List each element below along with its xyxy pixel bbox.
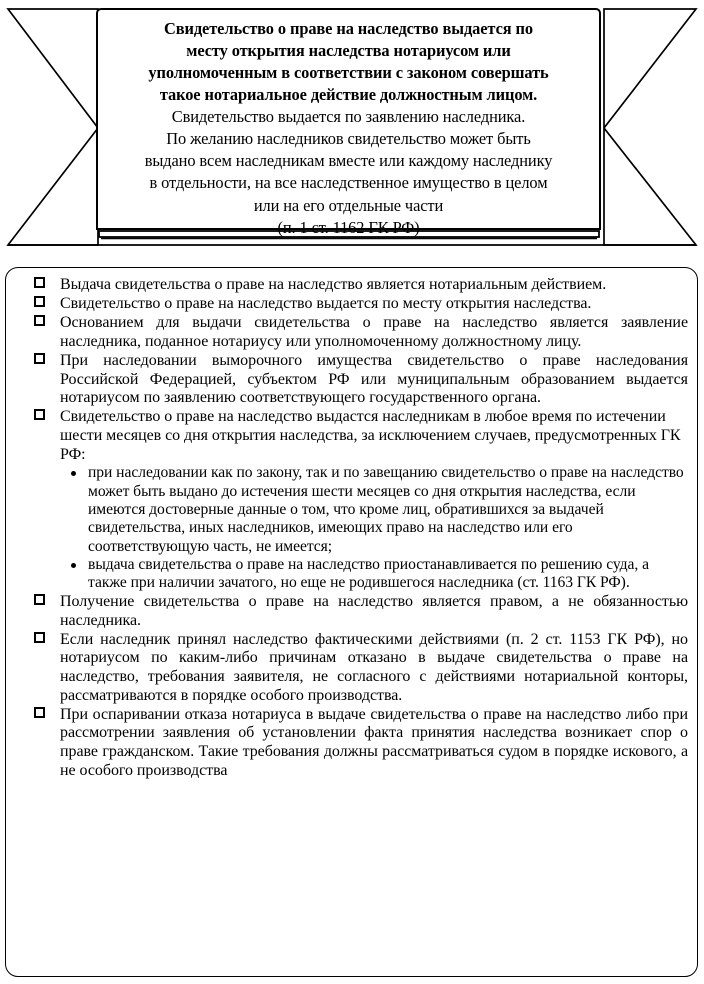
list-item [15, 295, 688, 314]
checkbox-square-icon [34, 594, 45, 605]
list-item [15, 408, 688, 592]
list-item-text: Если наследник принял наследство фактическими действиями (п. 2 ст. 1153 ГК РФ), но нотариусом по каким-либо причинам отказано в выдаче свидетельства о праве на наследство, требования заявителя, не согласного с действиями нотариальной конторы, рассматриваются в порядке особого производства. [60, 630, 688, 704]
list-item-text: При оспаривании отказа нотариуса в выдаче свидетельства о праве на наследство либо при рассмотрении заявления об установлении факта принятия наследства возникает спор о праве гражданском. Такие требования должны рассматриваться судом в порядке искового, а не особого производства [60, 705, 688, 779]
banner-region [0, 0, 704, 258]
list-item-text: Выдача свидетельства о праве на наследство является нотариальным действием. [60, 276, 607, 293]
ribbon-tail-right [604, 9, 696, 245]
banner-line-8: в отдельности, на все наследственное имущество в целом [149, 173, 548, 193]
banner-bold-line-3: уполномоченным в соответствии с законом совершать [148, 63, 549, 83]
checkbox-square-icon [34, 409, 45, 420]
checkbox-square-icon [34, 296, 45, 307]
banner-line-7: выдано всем наследникам вместе или каждому наследнику [144, 151, 553, 171]
banner-text [110, 18, 587, 239]
list-item-text: При наследовании выморочного имущества свидетельство о праве наследования Российской Федерацией, субъектом РФ или муниципальным образованием выдается нотариусом по заявлению соответствующего государственного органа. [60, 352, 688, 407]
list-item [15, 276, 688, 295]
sub-list-item [65, 464, 688, 556]
banner-bold-line-1: Свидетельство о праве на наследство выдается по [164, 19, 533, 38]
checkbox-square-icon [34, 277, 45, 288]
sub-list-item [65, 556, 688, 593]
checkbox-square-icon [34, 353, 45, 364]
list-item [15, 314, 688, 351]
checkbox-square-icon [34, 707, 45, 718]
banner-line-9: или на его отдельные части [253, 195, 444, 215]
ribbon-tail-left [8, 9, 98, 245]
list-item [15, 352, 688, 408]
round-dot-icon [71, 471, 76, 476]
list-item-text: Свидетельство о праве на наследство выдается по месту открытия наследства. [60, 295, 592, 313]
list-item [15, 706, 688, 781]
banner-bold-line-2: месту открытия наследства нотариусом или [186, 41, 511, 61]
sub-list-item-text: при наследовании как по закону, так и по завещанию свидетельство о праве на наследство может быть выдано до истечения шести месяцев со дня открытия наследства, если имеются достоверные данные о том, что кроме лиц, обратившихся за выдачей свидетельства, иных наследников, имеющих право на наследство или его соответствующую часть, не имеется; [88, 464, 684, 555]
banner-citation: (п. 1 ст. 1162 ГК РФ) [277, 217, 420, 237]
list-item [15, 631, 688, 706]
checkbox-square-icon [34, 632, 45, 643]
list-item-text: Свидетельство о праве на наследство выдастся наследникам в любое время по истечении шести месяцев со дня открытия наследства, за исключением случаев, предусмотренных ГК РФ: [60, 408, 681, 463]
banner-bold-line-4: такое нотариальное действие должностным лицом. [159, 85, 538, 105]
checklist-panel [5, 267, 698, 977]
list-item [15, 593, 688, 630]
list-item-text: Получение свидетельства о праве на наследство является правом, а не обязанностью наследника. [60, 592, 688, 629]
banner-line-5: Свидетельство выдается по заявлению наследника. [171, 107, 526, 127]
banner-plaque [96, 8, 601, 237]
list-item-text: Основанием для выдачи свидетельства о праве на наследство является заявление наследника, поданное нотариусу или уполномоченному должностному лицу. [60, 314, 688, 350]
sublist [60, 464, 688, 592]
round-dot-icon [71, 563, 76, 568]
banner-line-6: По желанию наследников свидетельство может быть [166, 129, 531, 149]
sub-list-item-text: выдача свидетельства о праве на наследство приостанавливается по решению суда, а также при наличии зачатого, но еще не родившегося наследника (ст. 1163 ГК РФ). [88, 555, 649, 592]
checkbox-square-icon [34, 315, 45, 326]
checklist [15, 276, 688, 780]
